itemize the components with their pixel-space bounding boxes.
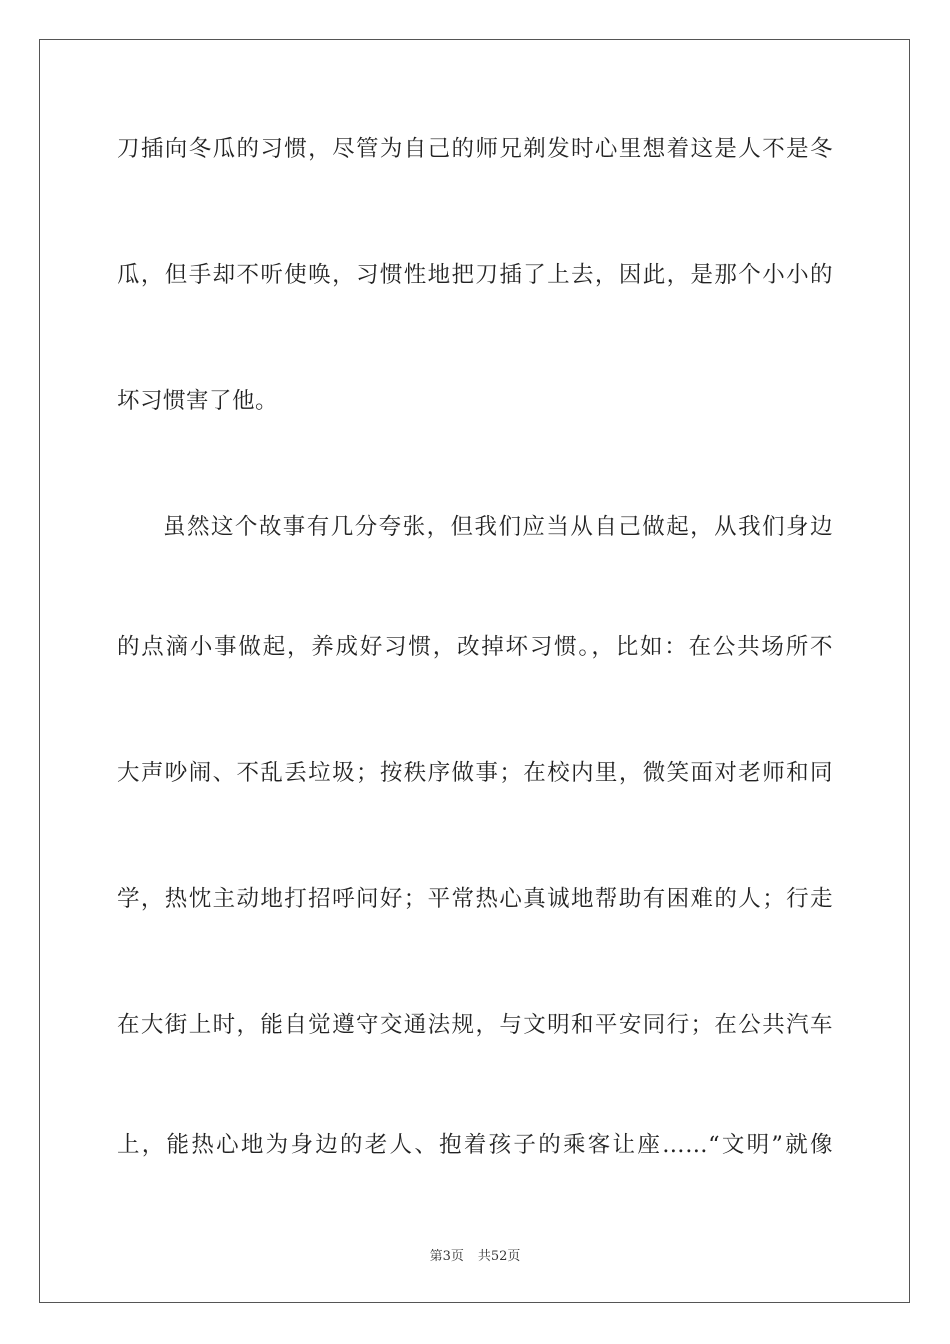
page-total: 共52页 xyxy=(477,1249,521,1264)
text-line: 瓜，但手却不听使唤，习惯性地把刀插了上去，因此，是那个小小的 xyxy=(117,262,833,288)
text-line: 坏习惯害了他。 xyxy=(117,388,279,414)
page-number: 第3页 xyxy=(429,1249,464,1264)
text-line: 在大街上时，能自觉遵守交通法规，与文明和平安同行；在公共汽车 xyxy=(117,1012,833,1038)
text-line: 上，能热心地为身边的老人、抱着孩子的乘客让座……“文明”就像 xyxy=(117,1132,833,1158)
text-line: 学，热忱主动地打招呼问好；平常热心真诚地帮助有困难的人；行走 xyxy=(117,886,833,912)
text-line: 大声吵闹、不乱丢垃圾；按秩序做事；在校内里，微笑面对老师和同 xyxy=(117,760,833,786)
page-frame xyxy=(39,39,910,1303)
text-line: 的点滴小事做起，养成好习惯，改掉坏习惯。，比如：在公共场所不 xyxy=(117,634,833,660)
page-footer xyxy=(0,1248,950,1266)
paragraph-first-line: 虽然这个故事有几分夸张，但我们应当从自己做起，从我们身边 xyxy=(163,514,833,540)
text-line: 刀插向冬瓜的习惯，尽管为自己的师兄剃发时心里想着这是人不是冬 xyxy=(117,136,833,162)
